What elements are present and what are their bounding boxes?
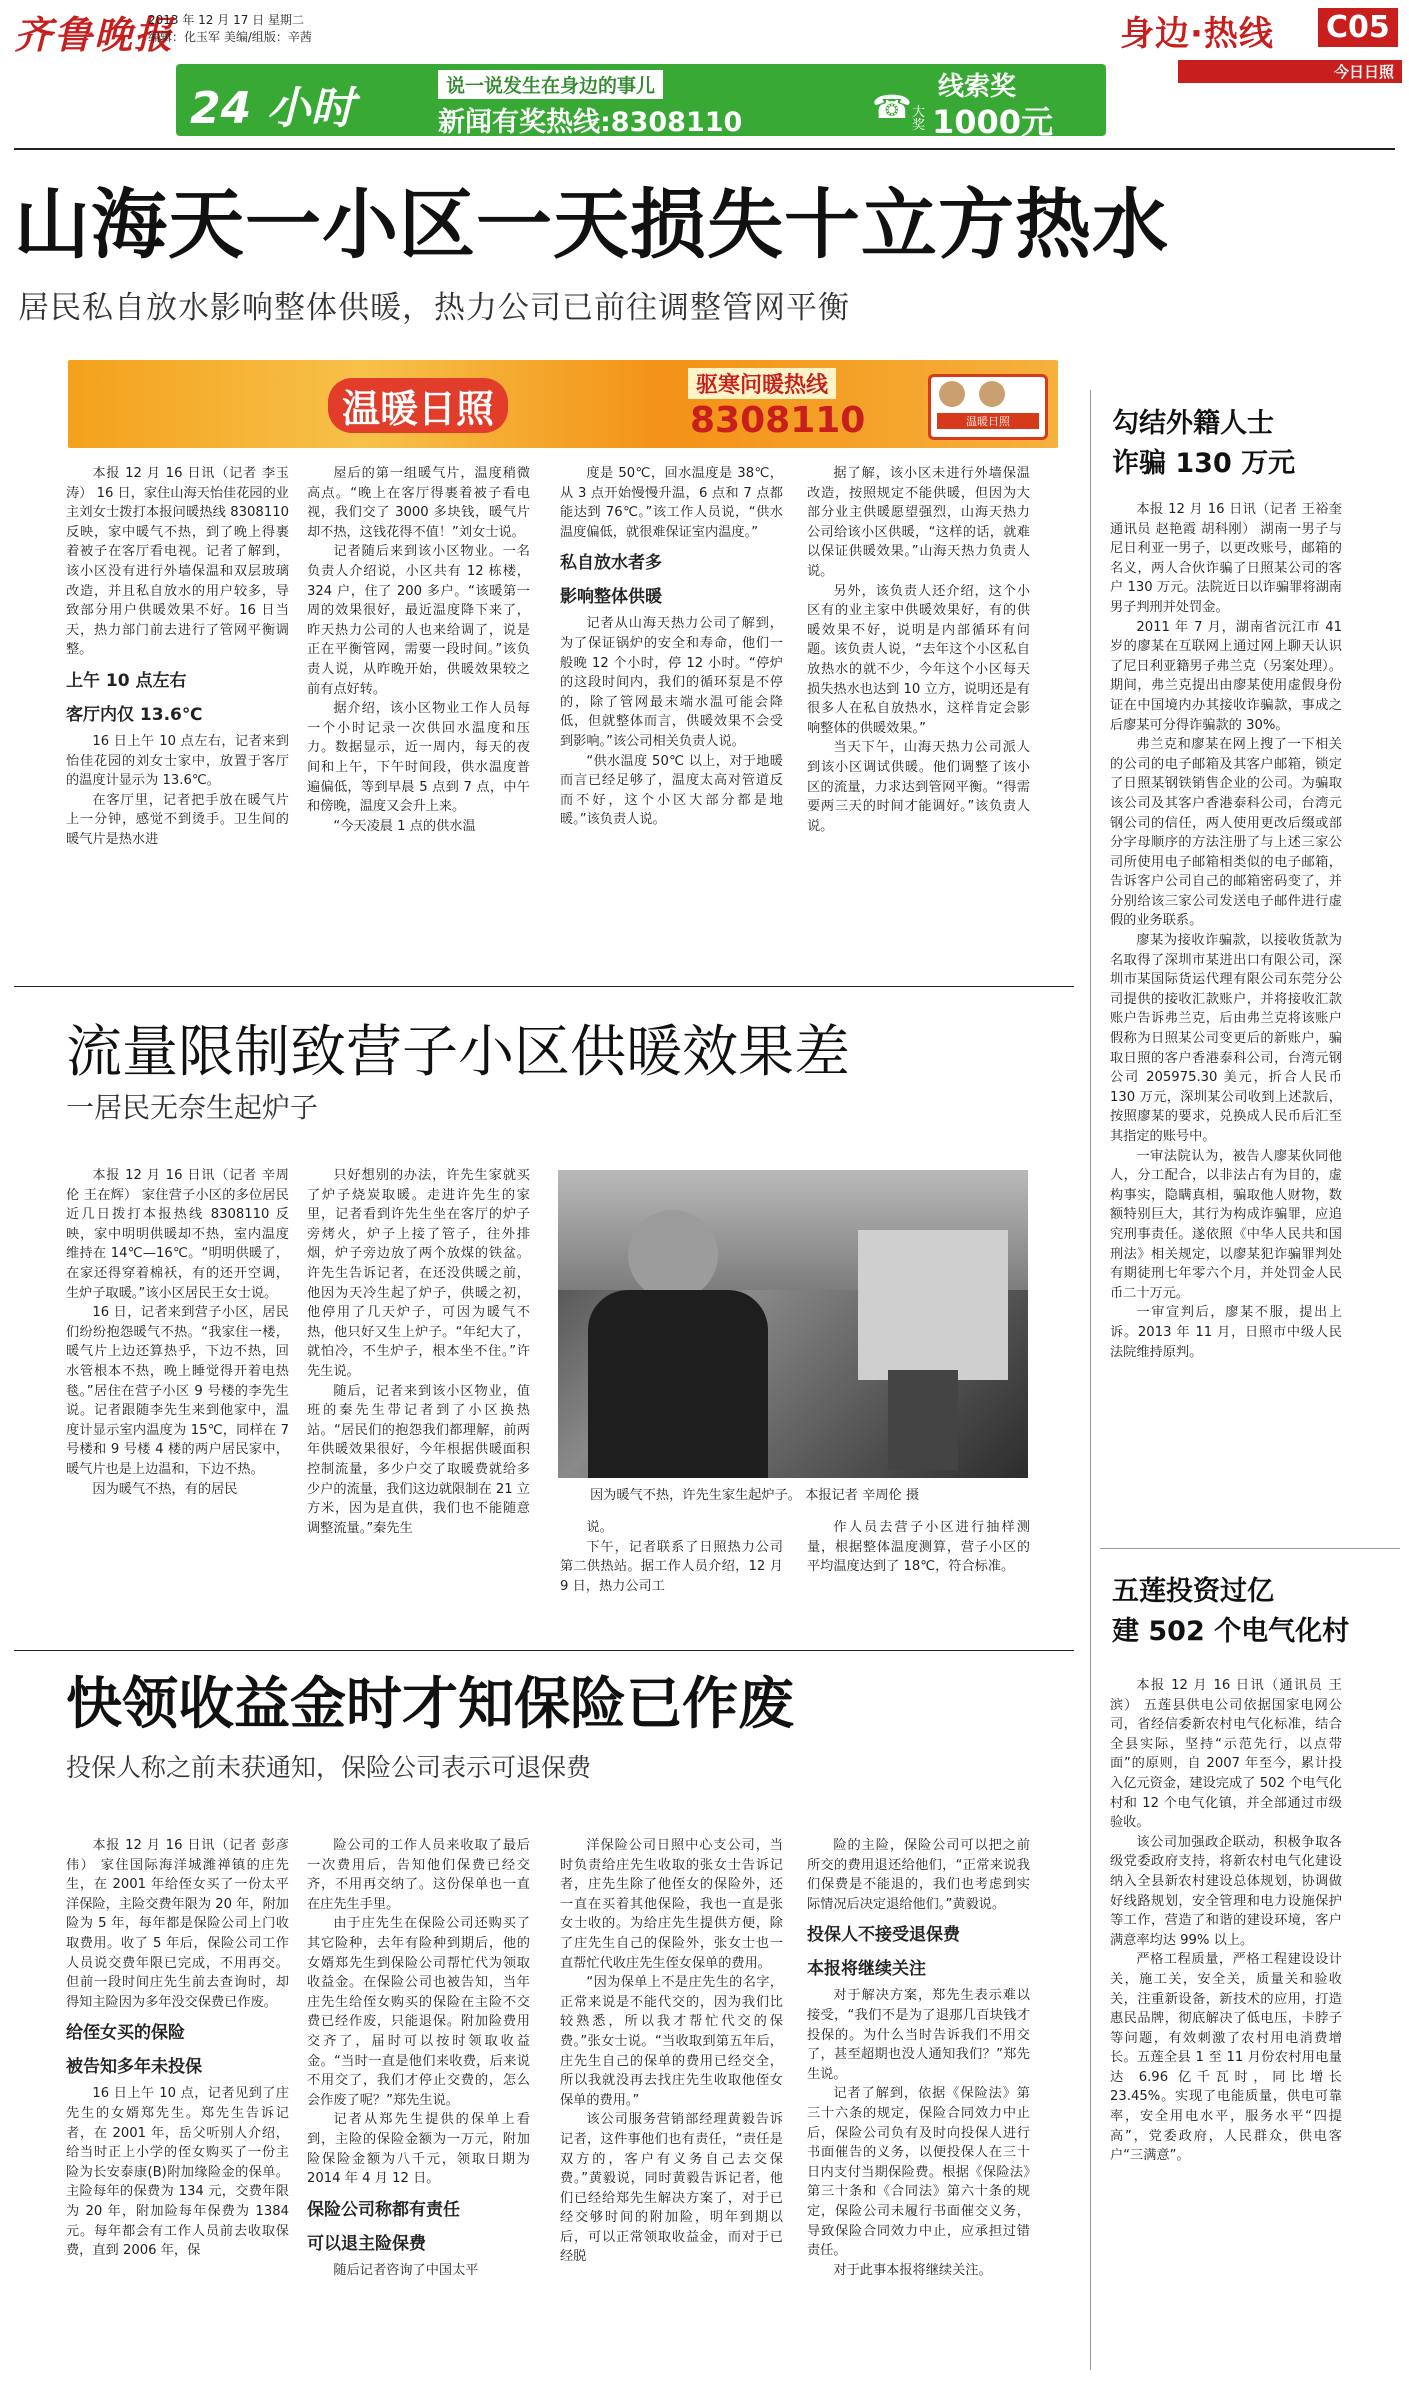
banner-hours: 24 小时 [190, 83, 355, 134]
paragraph: 严格工程质量，严格工程建设设计关，施工关，安全关，质量关和验收关，注重新设备，新技术的应用，打造惠民品牌，彻底解决了低电压，卡脖子等问题，有效刺激了农村用电消费增长。五莲全县 1 至 11 月份农村用电量达 6.96 亿千瓦时，同比增长 23.45%。实现了电能质量，供电可靠率，安全用电水平，服务水平“四提高”，党委政府，人民群众，供电客户“三满意”。 [1110, 1952, 1342, 2164]
sidebar2-body [1110, 1676, 1342, 2166]
subheading: 保险公司称都有责任 [307, 2199, 460, 2220]
paragraph: 随后，记者来到该小区物业，值班的秦先生带记者到了小区换热站。“居民们的抱怨我们都理解，前两年供暖效果很好，今年根据供暖面积控制流量，多少户交了取暖费就给多少户的流量，我们这边就限制在 21 立方米，因为是直供，我们也不能随意调整流量。”秦先生 [307, 1383, 530, 1536]
sidebar-rule [1100, 1548, 1400, 1549]
paragraph: 记者随后来到该小区物业。一名负责人介绍说，小区共有 12 栋楼，324 户，住了 200 多户。“该暖第一周的效果很好，最近温度降下来了，昨天热力公司的人也来给调了，说是正在平衡管网，需要一段时间。”该负责人说，从昨晚开始，供暖效果较之前有点好转。 [307, 544, 530, 697]
paragraph: 屋后的第一组暖气片，温度稍微高点。“晚上在客厅得裹着被子看电视，我们交了 3000 多块钱，暖气片却不热，这钱花得不值！”刘女士说。 [307, 466, 530, 540]
subheading: 被告知多年未投保 [66, 2057, 202, 2078]
paragraph: “今天凌晨 1 点的供水温 [333, 818, 476, 834]
article1-col-3 [560, 464, 783, 830]
masthead-meta [148, 12, 312, 46]
subheading: 可以退主险保费 [307, 2233, 426, 2254]
reward-small: 大奖 [912, 105, 926, 133]
paragraph: 16 日上午 10 点左右，记者来到怡佳花园的刘女士家中，放置于客厅的温度计显示为 13.6℃。 [66, 733, 289, 789]
article3-col-1 [66, 1836, 289, 2261]
sidebar-divider [1090, 390, 1091, 2370]
date-line: 2013 年 12 月 17 日 星期二 [148, 13, 304, 27]
paragraph: 当天下午，山海天热力公司派人到该小区调试供暖。他们调整了该小区的流量，力求达到管网平衡。“得需要两三天的时间才能调好。”该负责人说。 [807, 740, 1030, 834]
paragraph: 据了解，该小区未进行外墙保温改造，按照规定不能供暖，但因为大部分业主供暖愿望强烈，山海天热力公司给该小区供暖，“这样的话，就难以保证供暖效果。”山海天热力负责人说。 [807, 466, 1030, 579]
paragraph: 一审法院认为，被告人廖某伙同他人，分工配合，以非法占有为目的，虚构事实，隐瞒真相，骗取他人财物，数额特别巨大，其行为构成诈骗罪，应追究刑事责任。遂依照《中华人民共和国刑法》相关规定，以廖某犯诈骗罪判处有期徒刑七年零六个月，并处罚金人民币二十万元。 [1110, 1148, 1342, 1301]
section-right: 热线 [1203, 14, 1274, 54]
paragraph: 一审宣判后，廖某不服，提出上诉。2013 年 11 月，日照市中级人民法院维持原判。 [1110, 1305, 1342, 1360]
article2-col-1 [66, 1166, 289, 1499]
telephone-icon: ☎ [872, 88, 912, 126]
paragraph: 对于解决方案，郑先生表示难以接受，“我们不是为了退那几百块钱才投保的。为什么当时告诉我们不用交了，甚至超期也没人通知我们？”郑先生说。 [807, 1988, 1030, 2082]
warm-rizhao-banner [68, 360, 1058, 448]
sidebar1-title-line2: 诈骗 130 万元 [1112, 448, 1296, 479]
paragraph: 廖某为接收诈骗款，以接收货款为名取得了深圳市某进出口有限公司，深圳市某国际货运代理有限公司东莞分公司提供的接收汇款账户，并将接收汇款账户告诉弗兰克，后由弗兰克将该账户假称为日照某公司变更后的新账户，骗取日照的客户香港泰科公司，台湾元钢公司 205975.30 美元，折合人民币 130 万元，深圳某公司收到上述款后，按照廖某的要求，兑换成人民币后汇至其指定的账号中。 [1110, 933, 1342, 1144]
paragraph: 对于此事本报将继续关注。 [833, 2262, 992, 2278]
article2-col-2 [307, 1166, 530, 1538]
paper-logo: 齐鲁晚报 [14, 12, 175, 57]
paragraph: 记者从郑先生提供的保单上看到，主险的保险金额为一万元，附加险保险金额为八千元，领取日期为 2014 年 4 月 12 日。 [307, 2112, 530, 2187]
paragraph: 本报 12 月 16 日讯（记者 李玉涛） 16 日，家住山海天怡佳花园的业主刘女士拨打本报问暖热线 8308110 反映，家中暖气不热，到了晚上得裹着被子在客厅看电视。记者了解到，该小区没有进行外墙保温和双层玻璃改造，并且私自放水的用户较多，导致部分用户供暖效果不好。16 日当天，热力部门前去进行了管网平衡调整。 [66, 466, 289, 658]
sidebar2-title [1112, 1572, 1349, 1652]
article2-col-4 [807, 1518, 1030, 1577]
subheading: 客厅内仅 13.6℃ [66, 704, 203, 725]
section-left: 身边 [1120, 14, 1190, 54]
article1-col-2 [307, 464, 530, 836]
photo-caption: 因为暖气不热，许先生家生起炉子。 本报记者 辛周伦 摄 [590, 1488, 920, 1503]
warm-hotline-label: 驱寒问暖热线 [688, 368, 836, 399]
subheading: 本报将继续关注 [807, 1959, 926, 1980]
paragraph: 另外，该负责人还介绍，这个小区有的业主家中供暖效果好，有的供暖效果不好，说明是内部循环有问题。该负责人说，“去年这个小区私自放热水的就不少，今年这个小区每天损失热水也达到 10 立方，说明还是有很多人在私自放热水，这样肯定会影响整体的供暖效果。” [807, 583, 1030, 736]
elderly-man-by-stove-photo [558, 1170, 1028, 1478]
paragraph: 度是 50℃，回水温度是 38℃，从 3 点开始慢慢升温，6 点和 7 点都能达到 76℃。”该工作人员说，“供水温度偏低，就很难保证室内温度。” [560, 466, 783, 540]
banner-hotline: 新闻有奖热线:8308110 [438, 107, 743, 136]
sidebar1-title [1112, 404, 1295, 484]
subheading: 投保人不接受退保费 [807, 1925, 960, 1946]
sidebar2-title-line2: 建 502 个电气化村 [1112, 1616, 1350, 1647]
paragraph: 该公司服务营销部经理黄毅告诉记者，这件事他们也有责任，“责任是双方的，客户有义务自己去交保费。”黄毅说，同时黄毅告诉记者，他们已经给郑先生解决方案了，对于已经交够时间的附加险，明年到期以后，可以正常领取收益金，而对于已经脱 [560, 2112, 783, 2265]
van-label: 温暖日照 [937, 413, 1039, 429]
article1-subhead: 居民私自放水影响整体供暖，热力公司已前往调整管网平衡 [18, 290, 850, 326]
subheading: 上午 10 点左右 [66, 670, 187, 691]
editor-line: 编辑：化玉军 美编/组版：辛茜 [148, 30, 312, 44]
paragraph: 16 日，记者来到营子小区，居民们纷纷抱怨暖气不热。“我家住一楼，暖气片上边还算热乎，下边不热，回水管根本不热，晚上睡觉得开着电热毯。”居住在营子小区 9 号楼的李先生说。记者跟随李先生来到他家中，温度计显示室内温度为 15℃，同样在 7 号楼和 9 号楼 4 楼的两户居民家中，暖气片也是上边温和，下边不热。 [66, 1305, 289, 1477]
paragraph: 因为暖气不热，有的居民 [92, 1481, 238, 1497]
paragraph: “因为保单上不是庄先生的名字，正常来说是不能代交的，因为我们比较熟悉，所以我才帮忙代交的保费。”张女士说。“当收取到第五年后，庄先生自己的保单的费用已经交全，所以我就没再去找庄先生收取他侄女保单的费用。” [560, 1975, 783, 2108]
paragraph: 记者了解到，依据《保险法》第三十六条的规定，保险合同效力中止后，保险公司负有及时向投保人进行书面催告的义务，以便投保人在三十日内支付当期保险费。根据《保险法》第三十条和《合同法》第六十条的规定，保险公司未履行书面催交义务，导致保险合同效力中止，应承担过错责任。 [807, 2086, 1030, 2259]
subheading: 私自放水者多 [560, 553, 662, 574]
paragraph: 本报 12 月 16 日讯（通讯员 王滨） 五莲县供电公司依据国家电网公司，省经信委新农村电气化标准，结合全县实际，坚持“示范先行，以点带面”的原则，自 2007 年至今，累计投入亿元资金，建设完成了 502 个电气化村和 12 个电气化镇，并全部通过市级验收。 [1110, 1678, 1342, 1831]
article2-headline: 流量限制致营子小区供暖效果差 [66, 1020, 850, 1085]
article3-subhead: 投保人称之前未获通知，保险公司表示可退保费 [66, 1753, 592, 1782]
paragraph: 本报 12 月 16 日讯（记者 辛周伦 王在辉） 家住营子小区的多位居民近几日拨打本报热线 8308110 反映，家中明明供暖却不热，室内温度维持在 14℃—16℃。“明明供暖了，在家还得穿着棉袄，有的还开空调，生炉子取暖。”该小区居民王女士说。 [66, 1168, 289, 1301]
paragraph: 随后记者咨询了中国太平 [333, 2262, 479, 2278]
page-number: C05 [1318, 8, 1398, 47]
article3-col-2 [307, 1836, 530, 2280]
rule-2 [14, 1650, 1074, 1651]
sidebar2-title-line1: 五莲投资过亿 [1112, 1576, 1274, 1607]
warm-banner-title: 温暖日照 [328, 378, 508, 433]
subheading: 给侄女买的保险 [66, 2023, 185, 2044]
paragraph: 作人员去营子小区进行抽样测量，根据整体温度测算，营子小区的平均温度达到了 18℃，符合标准。 [807, 1520, 1030, 1575]
reward-title: 线索奖 [938, 72, 1017, 102]
paragraph: 只好想别的办法，许先生家就买了炉子烧炭取暖。走进许先生的家里，记者看到许先生坐在客厅的炉子旁烤火，炉子上接了管子，往外排烟，炉子旁边放了两个放煤的铁盆。许先生告诉记者，在还没供暖之前，他因为天冷生起了炉子，供暖之初，他停用了几天炉子，可因为暖气不热，他只好又生上炉子。“年纪大了，就怕冷，不生炉子，根本坐不住。”许先生说。 [307, 1168, 530, 1379]
paragraph: 在客厅里，记者把手放在暖气片上一分钟，感觉不到烫手。卫生间的暖气片是热水进 [66, 792, 289, 847]
paragraph: 本报 12 月 16 日讯（记者 彭彦伟） 家住国际海洋城潍禅镇的庄先生，在 2001 年给侄女买了一份太平洋保险，主险交费年限为 20 年，附加险为 5 年，每年都是保险公司上门收取费用。收了 5 年后，保险公司工作人员说交费年限已完成，不用再交。但前一段时间庄先生前去查询时，却得知主险因为多年没交保费已作废。 [66, 1838, 289, 2010]
top-rule [14, 148, 1395, 150]
article2-subhead: 一居民无奈生起炉子 [66, 1091, 319, 1124]
section-dot: · [1190, 14, 1204, 54]
article2-col-3 [560, 1518, 783, 1596]
paragraph: 洋保险公司日照中心支公司，当时负责给庄先生收取的张女士告诉记者，庄先生除了他侄女的保险外，还一直在买着其他保险，我也一直是张女士收的。为给庄先生提供方便，除了庄先生自己的保险外，张女士也一直帮忙代收庄先生侄女保单的费用。 [560, 1838, 783, 1971]
article3-col-4 [807, 1836, 1030, 2280]
sidebar1-body [1110, 500, 1342, 1362]
paragraph: 2011 年 7 月，湖南省沅江市 41 岁的廖某在互联网上通过网上聊天认识了尼日利亚籍男子弗兰克（另案处理）。期间，弗兰克提出由廖某使用虚假身份证在中国境内办其接收诈骗款，事成之后廖某可分得诈骗款的 30%。 [1110, 619, 1342, 733]
rule-1 [14, 986, 1074, 987]
paragraph: “供水温度 50℃ 以上，对于地暖而言已经足够了，温度太高对管道反而不好，这个小区大部分都是地暖。”该负责人说。 [560, 753, 783, 828]
paragraph: 该公司加强政企联动，积极争取各级党委政府支持，将新农村电气化建设纳入全县新农村建设总体规划，协调做好线路规划，安全管理和电力设施保护等工作，营造了和谐的建设环境，客户满意率均达 99% 以上。 [1110, 1834, 1342, 1948]
sidebar1-title-line1: 勾结外籍人士 [1112, 408, 1274, 439]
paragraph: 由于庄先生在保险公司还购买了其它险种，去年有险种到期后，他的女婿郑先生到保险公司帮忙代为领取收益金。在保险公司也被告知，当年庄先生给侄女购买的保险在主险不交费已经作废，只能退保。附加险费用交齐了，届时可以按时领取收益金。“当时一直是他们来收费，后来说不用交了，我们才停止交费的，怎么会作废了呢？”郑先生说。 [307, 1916, 530, 2108]
subheading: 影响整体供暖 [560, 587, 662, 608]
paragraph: 16 日上午 10 点，记者见到了庄先生的女婿郑先生。郑先生告诉记者，在 2001 年，岳父听别人介绍，给当时正上小学的侄女购买了一份主险为长安泰康(B)附加缘险金的保单。主险每年的保费为 134 元，交费年限为 20 年，附加险每年保费为 1384 元。每年都会有工作人员前去收取保费，直到 2006 年，保 [66, 2086, 289, 2259]
warm-hotline-number: 8308110 [690, 400, 866, 441]
section-title [1120, 6, 1274, 55]
article3-headline: 快领收益金时才知保险已作废 [66, 1672, 794, 1737]
city-label: 今日日照 [1178, 60, 1402, 83]
paragraph: 下午，记者联系了日照热力公司第二供热站。据工作人员介绍，12 月 9 日，热力公司工 [560, 1539, 783, 1594]
article3-col-3 [560, 1836, 783, 2267]
paragraph: 说。 [586, 1520, 613, 1535]
paragraph: 记者从山海天热力公司了解到，为了保证锅炉的安全和寿命，他们一般晚 12 个小时，停 12 小时。“停炉的这段时间内，我们的循环泵是不停的，除了管网最末端水温可能会降低，但就整体而言，供暖效果不会受到影响。”该公司相关负责人说。 [560, 616, 783, 749]
article1-col-1 [66, 464, 289, 850]
banner-slogan: 说一说发生在身边的事儿 [438, 70, 663, 99]
article1-headline: 山海天一小区一天损失十立方热水 [14, 180, 1169, 269]
paragraph: 险的主险，保险公司可以把之前所交的费用退还给他们，“正常来说我们保费是不能退的，我们也考虑到实际情况后决定退给他们。”黄毅说。 [807, 1838, 1030, 1912]
reward-amount: 1000元 [932, 103, 1054, 136]
article1-col-4 [807, 464, 1030, 836]
news-hotline-banner [176, 64, 1106, 136]
service-van-icon [928, 374, 1048, 440]
paragraph: 险公司的工作人员来收取了最后一次费用后，告知他们保费已经交齐，不用再交纳了。这份保单也一直在庄先生手里。 [307, 1838, 530, 1912]
paragraph: 本报 12 月 16 日讯（记者 王裕奎 通讯员 赵艳霞 胡科刚） 湖南一男子与尼日利亚一男子，以更改账号，邮箱的名义，两人合伙诈骗了日照某公司的客户 130 万元。法院近日以诈骗罪将湖南男子判刑并处罚金。 [1110, 502, 1342, 615]
paragraph: 据介绍，该小区物业工作人员每一个小时记录一次供回水温度和压力。数据显示，近一周内，每天的夜间和上午，下午时间段，供水温度普遍偏低，等到早晨 5 点到 7 点，中午和傍晚，温度又会升上来。 [307, 701, 530, 815]
paragraph: 弗兰克和廖某在网上搜了一下相关的公司的电子邮箱及其客户邮箱，锁定了日照某钢铁销售企业的公司。为骗取该公司及其客户香港泰科公司，台湾元钢公司的信任，两人使用更改后缀或部分字母顺序的方法注册了与上述三家公司所使用电子邮箱相类似的电子邮箱，告诉客户公司自己的邮箱密码变了，并分别给该三家公司发送电子邮件进行虚假的业务联系。 [1110, 737, 1342, 929]
